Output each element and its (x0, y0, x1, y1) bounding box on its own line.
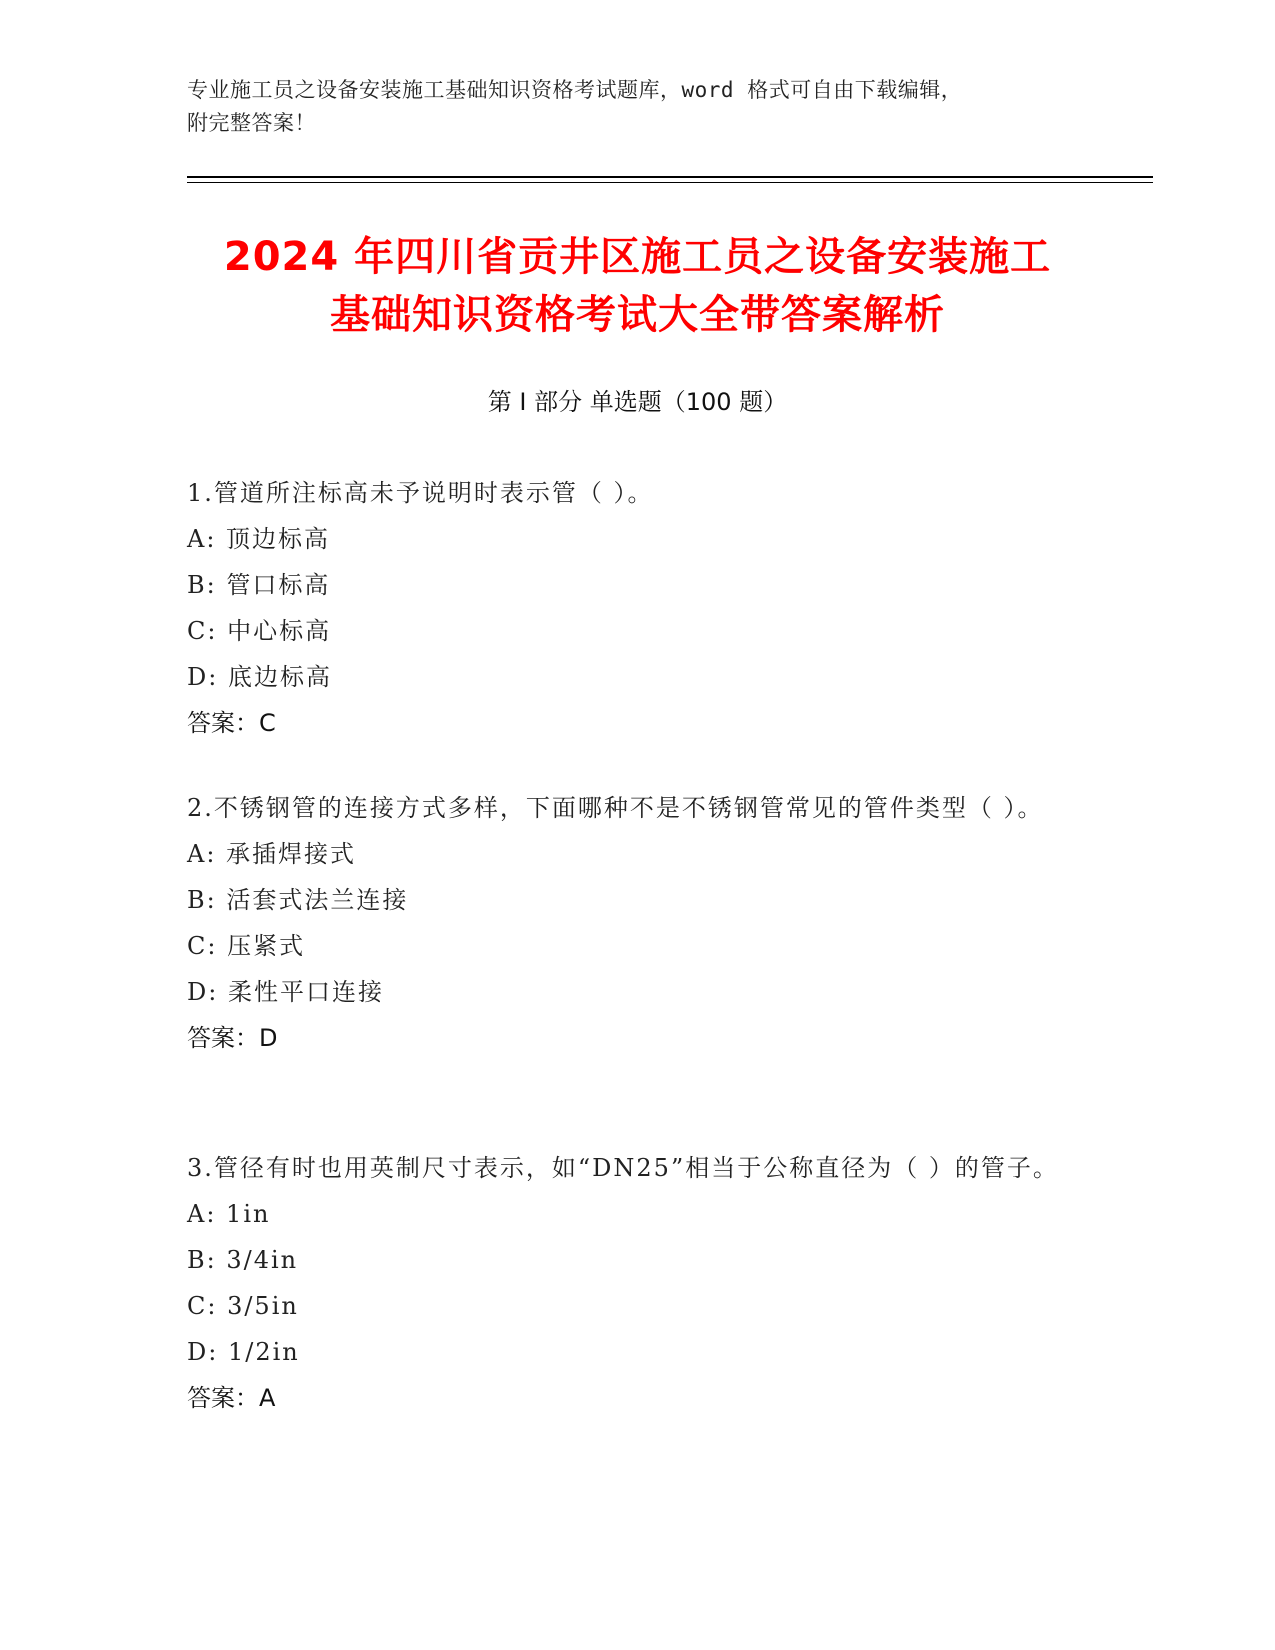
answer-label: 答案：D (187, 1024, 278, 1052)
option-a: A: 1in (187, 1200, 271, 1228)
document-title-line2: 基础知识资格考试大全带答案解析 (330, 292, 945, 338)
header-note (187, 74, 1067, 140)
question-stem: 1.管道所注标高未予说明时表示管（ ）。 (187, 479, 654, 507)
document-title-line1: 2024 年四川省贡井区施工员之设备安装施工 (223, 234, 1052, 280)
header-divider-thin (187, 182, 1153, 183)
question-stem: 2.不锈钢管的连接方式多样，下面哪种不是不锈钢管常见的管件类型（ ）。 (187, 794, 1044, 822)
option-c: C: 压紧式 (187, 932, 306, 960)
question-3 (187, 1145, 1087, 1421)
option-a: A: 顶边标高 (187, 525, 331, 553)
option-c: C: 3/5in (187, 1292, 299, 1320)
option-b: B: 活套式法兰连接 (187, 886, 409, 914)
option-b: B: 管口标高 (187, 571, 331, 599)
option-d: D: 底边标高 (187, 663, 332, 691)
section-heading: 第 I 部分 单选题（100 题） (487, 388, 788, 416)
question-2 (187, 785, 1087, 1061)
answer-label: 答案：A (187, 1384, 276, 1412)
document-title (150, 228, 1125, 344)
option-d: D: 1/2in (187, 1338, 300, 1366)
option-a: A: 承插焊接式 (187, 840, 357, 868)
option-b: B: 3/4in (187, 1246, 299, 1274)
header-divider-thick (187, 176, 1153, 178)
header-note-line1: 专业施工员之设备安装施工基础知识资格考试题库，word 格式可自由下载编辑， (187, 78, 963, 102)
option-c: C: 中心标高 (187, 617, 332, 645)
header-note-line2: 附完整答案！ (187, 111, 316, 135)
question-1 (187, 470, 1087, 746)
question-stem: 3.管径有时也用英制尺寸表示，如“DN25”相当于公称直径为（ ）的管子。 (187, 1154, 1059, 1182)
option-d: D: 柔性平口连接 (187, 978, 384, 1006)
answer-label: 答案：C (187, 709, 276, 737)
